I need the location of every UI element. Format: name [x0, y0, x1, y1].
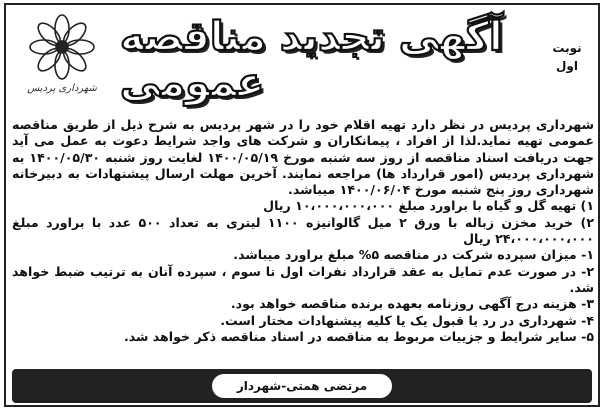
intro-paragraph: شهرداری پردیس در نظر دارد تهیه اقلام خود را در شهر پردیس به شرح ذیل از طریق مناقصه عمومی تهیه نماید.لذا از افراد ، پیمانکاران و شرکت های واجد شرایط دعوت به عمل می آید جهت دریافت اسناد مناقصه از روز سه شنبه مورخ ۱۴۰۰/۰۵/۱۹ لغایت روز شنبه ۱۴۰۰/۰۵/۳۰ به شهرداری پردیس (امور قرارداد ها) مراجعه نمایند. آخرین مهلت ارسال پیشنهادات به دبیرخانه شهرداری روز پنج شنبه مورخ ۱۴۰۰/۰۶/۰۴ میباشد.	[12, 117, 594, 198]
signature-bar	[12, 369, 592, 403]
tender-item-1: ۱) تهیه گل و گیاه با براورد مبلغ ۱۰،۰۰۰،۰۰۰،۰۰۰ ریال	[263, 198, 594, 214]
municipality-logo	[14, 11, 110, 115]
notice-round-label: نوبت	[552, 41, 582, 55]
condition-2: ۲- در صورت عدم تمایل به عقد قرارداد نفرات اول تا سوم ، سپرده آنان به ترتیب ضبط خواهد شد.	[12, 263, 594, 295]
tender-notice	[4, 3, 600, 407]
signature-text: مرتضی همتی-شهردار	[212, 374, 392, 398]
notice-title: آگهی تجدید مناقصه عمومی	[120, 14, 503, 106]
tender-item-2: ۲) خرید مخزن زباله با ورق ۲ میل گالوانیزه ۱۱۰۰ لیتری به تعداد ۵۰۰ عدد با براورد مبلغ ۲۴،۰۰۰،۰۰۰،۰۰۰ ریال	[12, 214, 594, 247]
notice-body	[12, 117, 594, 367]
notice-header	[8, 7, 596, 117]
notice-round	[542, 39, 592, 75]
condition-3: ۳- هزینه درج آگهی روزنامه بعهده برنده مناقصه خواهد بود.	[230, 296, 594, 312]
logo-caption: شهرداری پردیس	[27, 83, 97, 94]
condition-1: ۱- میزان سپرده شرکت در مناقصه ۵% مبلغ براورد میباشد.	[233, 247, 594, 263]
condition-4: ۴- شهرداری در رد یا قبول یک یا کلیه پیشنهادات مختار است.	[220, 312, 594, 328]
flower-rosette-icon	[24, 11, 100, 83]
condition-5: ۵- سایر شرایط و جزییات مربوط به مناقصه در اسناد مناقصه ذکر خواهد شد.	[123, 328, 594, 344]
notice-round-value: اول	[556, 59, 578, 73]
